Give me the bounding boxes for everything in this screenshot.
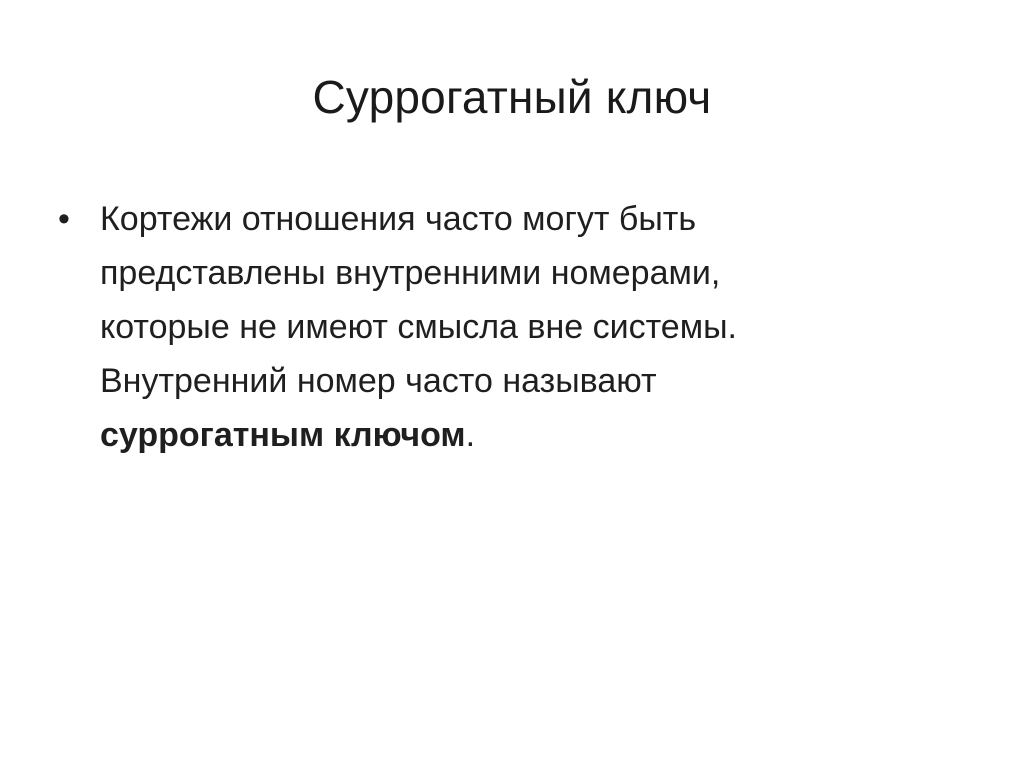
bullet-icon: • <box>58 200 70 238</box>
bullet-line-4: Внутренний номер часто называют <box>100 362 657 400</box>
sentence-end: . <box>465 416 476 454</box>
bullet-line-1: Кортежи отношения часто могут быть <box>100 200 697 238</box>
bullet-line-5 <box>100 408 958 462</box>
bold-term: суррогатным ключом <box>100 416 466 454</box>
bullet-line-2: представлены внутренними номерами, <box>100 254 721 292</box>
bullet-line-3: которые не имеют смысла вне системы. <box>100 308 737 346</box>
slide-title: Суррогатный ключ <box>312 71 712 123</box>
slide-body <box>58 192 958 462</box>
bullet-item <box>58 192 958 462</box>
